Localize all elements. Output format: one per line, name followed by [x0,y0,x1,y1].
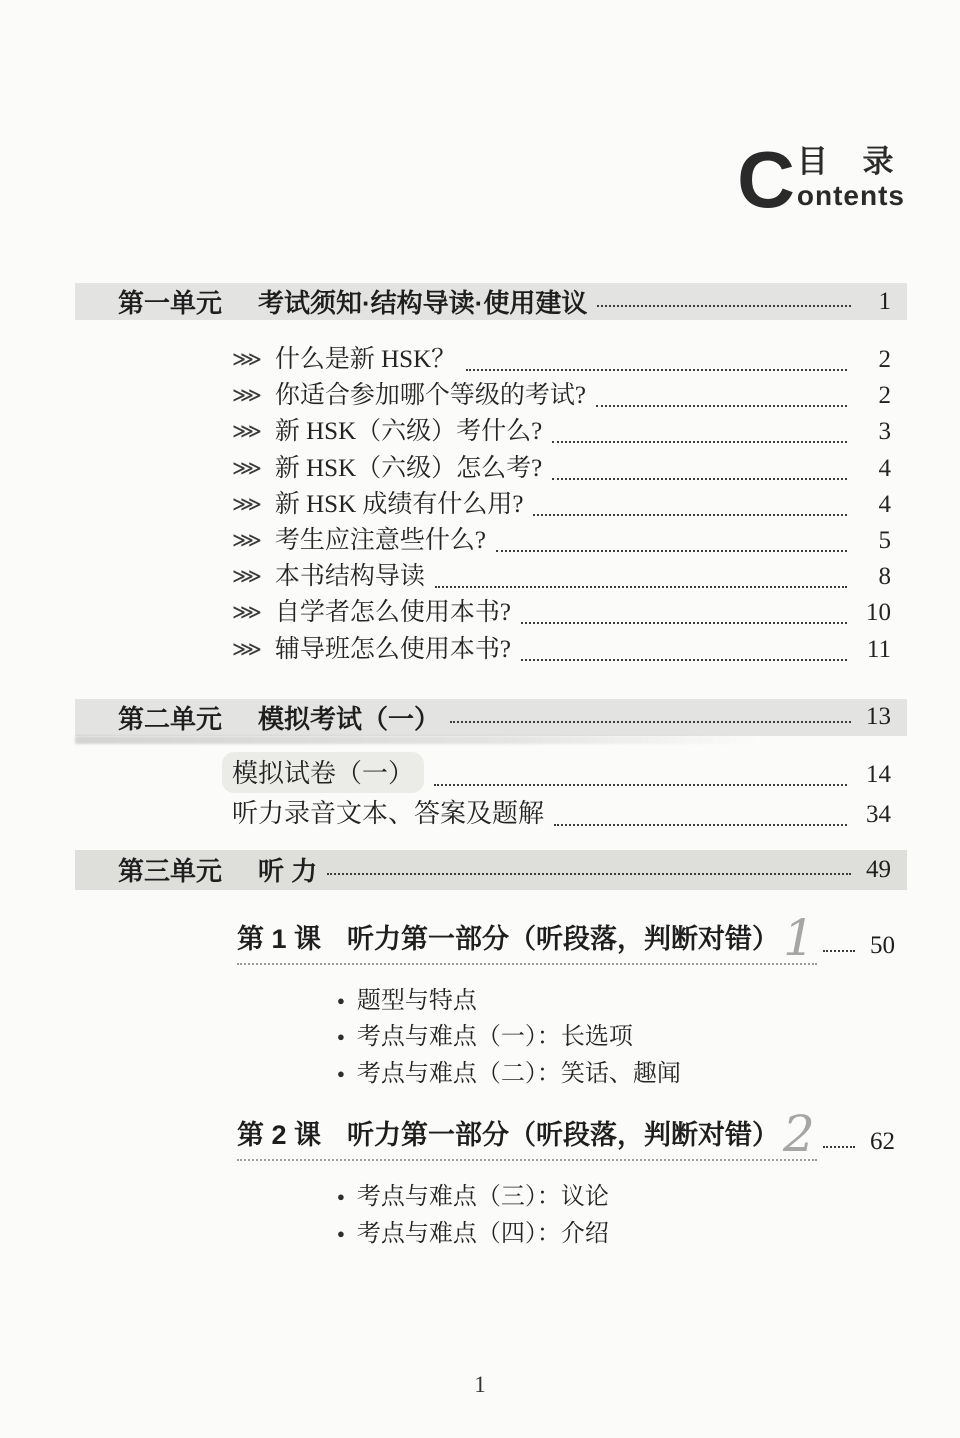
lesson-2-bullets [75,1176,907,1249]
page-number: 1 [878,287,891,315]
chevron-triple-icon: ⋙ [232,491,262,516]
chevron-triple-icon: ⋙ [232,455,262,480]
lesson-2-row [75,1105,907,1164]
subitem-text: 模拟试卷（一） [222,752,424,793]
page-number: 2 [878,382,891,410]
page-number: 4 [878,490,891,518]
toc-item [75,520,907,556]
page-number: 34 [866,800,891,828]
dotted-leader [450,720,851,723]
chevron-triple-icon: ⋙ [232,527,262,552]
bullet-icon: ● [337,1189,345,1205]
section-label: 第二单元 [118,703,223,734]
dotted-leader [434,783,847,786]
chevron-triple-icon: ⋙ [232,636,262,661]
bullet-icon: ● [337,1225,345,1241]
bullet-item [75,1213,907,1250]
chevron-triple-icon: ⋙ [232,419,262,444]
item-text: 你适合参加哪个等级的考试? [274,382,586,410]
dotted-leader [823,949,855,952]
toc-subitem [75,793,907,834]
lesson-title: 听力第一部分（听段落，判断对错） [347,1120,780,1151]
section-2-items [75,752,907,834]
lesson-1-row [75,908,907,967]
item-text: 什么是新 HSK？ [274,346,457,373]
dotted-leader [596,404,847,407]
bullet-text: 考点与难点（三）：议论 [356,1184,609,1211]
contents-title-cn: 目 录 [796,144,894,179]
chevron-triple-icon: ⋙ [232,600,262,625]
page-number: 62 [870,1128,895,1156]
item-text: 考生应注意些什么? [274,526,486,554]
dotted-leader [823,1145,855,1148]
item-text: 辅导班怎么使用本书? [274,635,511,663]
page-number: 11 [866,635,891,663]
dotted-leader [554,823,847,826]
section-1-items [75,339,907,665]
item-text: 自学者怎么使用本书? [274,599,511,627]
toc-item [75,375,907,411]
dotted-leader [327,872,851,875]
toc-item [75,484,907,520]
lesson-underlined-group [237,908,817,967]
page-number: 50 [870,931,895,959]
page-number: 2 [878,346,891,373]
scan-artifact [75,736,757,744]
item-text: 新 HSK（六级）怎么考? [274,454,543,482]
page-number: 10 [866,599,891,627]
dotted-leader [521,658,847,661]
lesson-label: 第 2 课 [237,1120,322,1151]
section-title: 模拟考试（一） [258,703,441,734]
contents-title-en: ontents [796,179,905,211]
item-text: 新 HSK 成绩有什么用? [274,490,524,518]
contents-logo [737,135,905,225]
toc-content [75,283,907,1249]
section-title: 考试须知·结构导读·使用建议 [258,288,588,318]
dotted-leader [496,549,847,552]
dotted-leader [466,368,847,371]
toc-item [75,339,907,375]
bullet-text: 考点与难点（一）：长选项 [356,1024,633,1051]
toc-item [75,411,907,447]
page-number: 49 [866,855,891,883]
dotted-leader [435,585,847,588]
page-number: 5 [878,526,891,554]
dotted-leader [597,304,851,307]
subitem-text: 听力录音文本、答案及题解 [232,798,545,828]
dotted-leader [552,440,847,443]
bullet-text: 考点与难点（二）：笑话、趣闻 [356,1060,681,1087]
section-title: 听 力 [258,856,318,887]
page-number: 14 [866,760,891,788]
dotted-leader [552,477,847,480]
section-1-header [75,283,907,320]
section-2-header [75,699,907,736]
lesson-underlined-group [237,1105,817,1164]
toc-item [75,629,907,665]
bullet-text: 考点与难点（四）：介绍 [356,1220,609,1247]
chevron-triple-icon: ⋙ [232,383,262,408]
lesson-numeral: 1 [783,908,815,967]
bullet-item [75,980,907,1017]
chevron-triple-icon: ⋙ [232,564,262,589]
bullet-item [75,1016,907,1053]
page-number: 13 [866,703,891,731]
toc-subitem [75,752,907,793]
lesson-numeral: 2 [783,1105,815,1164]
page-number: 3 [878,418,891,446]
page-number: 8 [878,563,891,591]
contents-logo-big-c: C [737,135,795,225]
bullet-icon: ● [337,1029,345,1045]
item-text: 新 HSK（六级）考什么? [274,418,543,446]
section-label: 第三单元 [118,856,223,887]
bullet-item [75,1176,907,1213]
lesson-label: 第 1 课 [237,923,322,954]
bullet-item [75,1053,907,1090]
dotted-leader [533,513,847,516]
bullet-icon: ● [337,992,345,1008]
toc-item [75,556,907,592]
toc-item [75,448,907,484]
footer-page-number: 1 [474,1372,486,1397]
toc-item [75,592,907,628]
contents-logo-right [797,146,905,210]
page-number: 4 [878,454,891,482]
bullet-icon: ● [337,1065,345,1081]
bullet-text: 题型与特点 [356,987,477,1014]
item-text: 本书结构导读 [274,563,425,591]
chevron-triple-icon: ⋙ [232,347,262,371]
lesson-title: 听力第一部分（听段落，判断对错） [347,923,780,954]
section-3-header [75,850,907,890]
dotted-leader [521,621,847,624]
section-label: 第一单元 [118,288,223,318]
lesson-1-bullets [75,980,907,1090]
